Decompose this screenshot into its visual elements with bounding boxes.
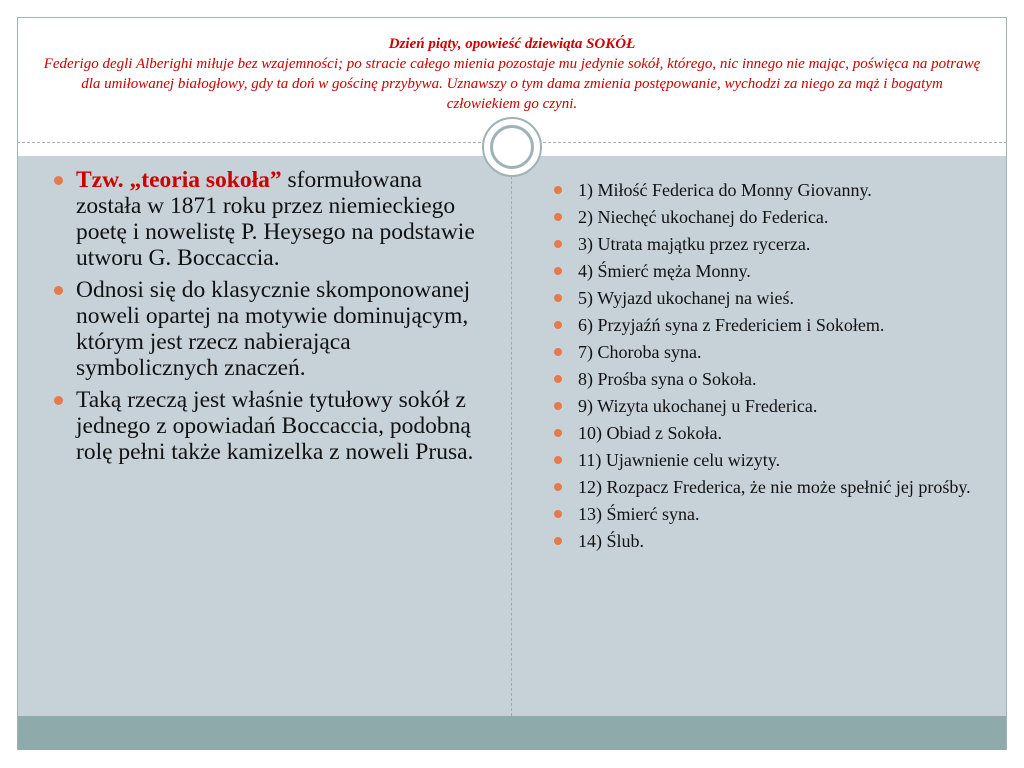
theory-description: sformułowana została w 1871 roku przez niemieckiego poetę i nowelistę P. Heysego na podstawie utworu G. Boccaccia.: [76, 167, 475, 271]
list-item-text: 2) Niechęć ukochanej do Federica.: [578, 207, 829, 227]
list-item: [52, 167, 492, 271]
list-item-text: 3) Utrata majątku przez rycerza.: [578, 234, 811, 254]
list-item: [552, 424, 992, 443]
bullet-icon: [554, 429, 562, 437]
list-item: [552, 208, 992, 227]
list-item: [552, 532, 992, 551]
list-item: [552, 235, 992, 254]
bullet-icon: [554, 537, 562, 545]
bullet-icon: [554, 510, 562, 518]
list-item: [552, 316, 992, 335]
list-item: [52, 387, 492, 465]
list-item: [552, 262, 992, 281]
list-item: [552, 397, 992, 416]
list-item: [52, 277, 492, 381]
list-item-text: 7) Choroba syna.: [578, 342, 702, 362]
bullet-icon: [554, 483, 562, 491]
bullet-icon: [554, 186, 562, 194]
slide-title: Dzień piąty, opowieść dziewiąta SOKÓŁ: [388, 36, 636, 52]
footer-bar: [18, 716, 1006, 750]
left-bullet-list: [52, 167, 492, 471]
list-item-text: 11) Ujawnienie celu wizyty.: [578, 450, 781, 470]
list-item-text: 12) Rozpacz Frederica, że nie może spełnić jej prośby.: [578, 477, 971, 497]
bullet-icon: [554, 375, 562, 383]
circle-ornament-inner: [490, 125, 534, 169]
list-item: [552, 289, 992, 308]
list-item-text: Taką rzeczą jest właśnie tytułowy sokół z jednego z opowiadań Boccaccia, podobną rolę pełni także kamizelka z noweli Prusa.: [76, 387, 474, 465]
list-item-text: 13) Śmierć syna.: [578, 504, 700, 524]
bullet-icon: [554, 267, 562, 275]
list-item-text: 8) Prośba syna o Sokoła.: [578, 369, 757, 389]
bullet-icon: [554, 240, 562, 248]
list-item-text: 5) Wyjazd ukochanej na wieś.: [578, 288, 795, 308]
bullet-icon: [554, 348, 562, 356]
list-item: [552, 505, 992, 524]
list-item-text: 14) Ślub.: [578, 531, 645, 551]
right-bullet-list: [552, 181, 992, 559]
theory-term: Tzw. „teoria sokoła”: [76, 167, 282, 193]
column-divider: [511, 156, 512, 716]
bullet-icon: [54, 396, 63, 405]
list-item: [552, 370, 992, 389]
list-item-text: 10) Obiad z Sokoła.: [578, 423, 722, 443]
list-item-text: Odnosi się do klasycznie skomponowanej noweli opartej na motywie dominującym, którym jest rzecz nabierająca symbolicznych znaczeń.: [76, 277, 471, 381]
list-item-text: 6) Przyjaźń syna z Fredericiem i Sokołem.: [578, 315, 885, 335]
list-item: [552, 343, 992, 362]
bullet-icon: [554, 321, 562, 329]
list-item: [552, 478, 992, 497]
bullet-icon: [554, 402, 562, 410]
bullet-icon: [554, 213, 562, 221]
list-item-text: 1) Miłość Federica do Monny Giovanny.: [578, 180, 872, 200]
list-item: [552, 451, 992, 470]
list-item-text: 4) Śmierć męża Monny.: [578, 261, 751, 281]
slide-summary: Federigo degli Alberighi miłuje bez wzajemności; po stracie całego mienia pozostaje mu jedynie sokół, którego, nic innego nie mając, poświęca na potrawę dla umiłowanej białogłowy, gdy ta doń w gościnę przybywa. Uznawszy o tym dama zmienia postępowanie, wychodzi za niego za mąż i bogatym człowiekiem go czyni.: [43, 56, 981, 112]
list-item: [552, 181, 992, 200]
bullet-icon: [54, 176, 63, 185]
bullet-icon: [54, 286, 63, 295]
list-item-text: 9) Wizyta ukochanej u Frederica.: [578, 396, 818, 416]
bullet-icon: [554, 456, 562, 464]
bullet-icon: [554, 294, 562, 302]
